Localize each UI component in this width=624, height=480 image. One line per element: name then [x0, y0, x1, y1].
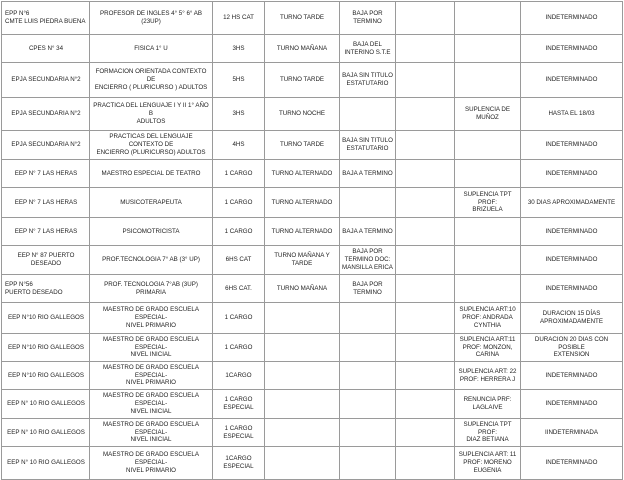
subject-cell: MAESTRO DE GRADO ESCUELA ESPECIAL- NIVEL INICIAL [90, 334, 213, 362]
shift-cell: TURNO NOCHE [265, 98, 340, 131]
reason-cell: BAJA DEL INTERINO S.T.E [340, 35, 396, 63]
hours-cell: 6HS CAT [213, 246, 265, 275]
subject-cell: PROFESOR DE INGLES 4° 5° 6° AB (23UP) [90, 2, 213, 35]
blank-cell [396, 160, 455, 188]
school-cell: EEP N° 7 LAS HERAS [2, 188, 90, 218]
duration-cell: INDETERMINADO [521, 2, 623, 35]
notes-cell [455, 160, 521, 188]
table-row [2, 246, 623, 275]
table-row [2, 218, 623, 246]
duration-cell: 30 DIAS APROXIMADAMENTE [521, 188, 623, 218]
table-row [2, 188, 623, 218]
hours-cell: 1 CARGO ESPECIAL [213, 419, 265, 447]
school-cell: EEP N° 10 RIO GALLEGOS [2, 447, 90, 480]
blank-cell [396, 35, 455, 63]
shift-cell: TURNO MAÑANA Y TARDE [265, 246, 340, 275]
notes-cell [455, 2, 521, 35]
reason-cell [340, 98, 396, 131]
duration-cell: DURACION 20 DIAS CON POSIBLE EXTENSION [521, 334, 623, 362]
blank-cell [396, 334, 455, 362]
reason-cell: BAJA POR TERMINO [340, 2, 396, 35]
table-row [2, 303, 623, 334]
notes-cell: RENUNCIA PRF: LAGLAIVE [455, 390, 521, 419]
notes-cell [455, 246, 521, 275]
subject-cell: MAESTRO DE GRADO ESCUELA ESPECIAL- NIVEL INICIAL [90, 390, 213, 419]
reason-cell: BAJA POR TERMINO DOC: MANSILLA ERICA [340, 246, 396, 275]
table-row [2, 35, 623, 63]
subject-cell: MAESTRO DE GRADO ESCUELA ESPECIAL- NIVEL PRIMARIO [90, 303, 213, 334]
school-cell: EPP N°56 PUERTO DESEADO [2, 275, 90, 303]
notes-cell: SUPLENCIA TPT PROF: DIAZ BETIANA [455, 419, 521, 447]
table-row [2, 160, 623, 188]
hours-cell: 1 CARGO [213, 218, 265, 246]
blank-cell [396, 390, 455, 419]
school-cell: EPJA SECUNDARIA N°2 [2, 131, 90, 160]
subject-cell: PRACTICAS DEL LENGUAJE CONTEXTO DE ENCIERRO (PLURICURSO) ADULTOS [90, 131, 213, 160]
subject-cell: MAESTRO DE GRADO ESCUELA ESPECIAL- NIVEL PRIMARIO [90, 362, 213, 390]
subject-cell: PRACTICA DEL LENGUAJE I Y II 1° AÑO B ADULTOS [90, 98, 213, 131]
blank-cell [396, 188, 455, 218]
reason-cell: BAJA POR TERMINO [340, 275, 396, 303]
table-row [2, 362, 623, 390]
duration-cell: INDETERMINADO [521, 218, 623, 246]
school-cell: EPJA SECUNDARIA N°2 [2, 63, 90, 98]
subject-cell: FISICA 1° U [90, 35, 213, 63]
notes-cell: SUPLENCIA ART:11 PROF: MONZON, CARINA [455, 334, 521, 362]
shift-cell: TURNO MAÑANA [265, 275, 340, 303]
notes-cell [455, 131, 521, 160]
blank-cell [396, 303, 455, 334]
shift-cell [265, 419, 340, 447]
reason-cell: BAJA A TERMINO [340, 160, 396, 188]
blank-cell [396, 63, 455, 98]
school-cell: EPP N°6 CMTE LUIS PIEDRA BUENA [2, 2, 90, 35]
duration-cell: INDETERMINADO [521, 362, 623, 390]
school-cell: EEP N° 10 RIO GALLEGOS [2, 419, 90, 447]
blank-cell [396, 275, 455, 303]
blank-cell [396, 246, 455, 275]
hours-cell: 6HS CAT. [213, 275, 265, 303]
notes-cell: SUPLENCIA ART: 22 PROF: HERRERA J [455, 362, 521, 390]
blank-cell [396, 362, 455, 390]
subject-cell: MAESTRO DE GRADO ESCUELA ESPECIAL- NIVEL PRIMARIO [90, 447, 213, 480]
blank-cell [396, 419, 455, 447]
hours-cell: 1CARGO ESPECIAL [213, 447, 265, 480]
subject-cell: PROF.TECNOLOGIA 7° AB (3° UP) [90, 246, 213, 275]
school-cell: EEP N° 87 PUERTO DESEADO [2, 246, 90, 275]
subject-cell: MUSICOTERAPEUTA [90, 188, 213, 218]
duration-cell: INDETERMINADO [521, 390, 623, 419]
duration-cell: INDETERMINADO [521, 275, 623, 303]
notes-cell [455, 275, 521, 303]
notes-cell: SUPLENCIA DE MUÑOZ [455, 98, 521, 131]
duration-cell: INDETERMINADO [521, 35, 623, 63]
reason-cell [340, 419, 396, 447]
subject-cell: MAESTRO DE GRADO ESCUELA ESPECIAL- NIVEL INICIAL [90, 419, 213, 447]
hours-cell: 1 CARGO [213, 303, 265, 334]
shift-cell: TURNO ALTERNADO [265, 160, 340, 188]
reason-cell [340, 303, 396, 334]
reason-cell [340, 334, 396, 362]
blank-cell [396, 98, 455, 131]
shift-cell [265, 447, 340, 480]
school-cell: EEP N° 7 LAS HERAS [2, 218, 90, 246]
reason-cell: BAJA SIN TITULO ESTATUTARIO [340, 63, 396, 98]
reason-cell [340, 362, 396, 390]
table-row [2, 131, 623, 160]
school-cell: EEP N° 10 RIO GALLEGOS [2, 390, 90, 419]
school-cell: EEP N°10 RIO GALLEGOS [2, 334, 90, 362]
school-cell: CPES N° 34 [2, 35, 90, 63]
shift-cell [265, 334, 340, 362]
hours-cell: 1 CARGO [213, 188, 265, 218]
school-cell: EPJA SECUNDARIA N°2 [2, 98, 90, 131]
table-row [2, 390, 623, 419]
notes-cell [455, 218, 521, 246]
blank-cell [396, 2, 455, 35]
notes-cell: SUPLENCIA ART:10 PROF: ANDRADA CYNTHIA [455, 303, 521, 334]
reason-cell [340, 390, 396, 419]
hours-cell: 3HS [213, 98, 265, 131]
reason-cell: BAJA SIN TITULO ESTATUTARIO [340, 131, 396, 160]
subject-cell: PSICOMOTRICISTA [90, 218, 213, 246]
hours-cell: 3HS [213, 35, 265, 63]
shift-cell: TURNO ALTERNADO [265, 218, 340, 246]
reason-cell: BAJA A TERMINO [340, 218, 396, 246]
school-cell: EEP N°10 RIO GALLEGOS [2, 362, 90, 390]
hours-cell: 12 HS CAT [213, 2, 265, 35]
shift-cell [265, 303, 340, 334]
notes-cell: SUPLENCIA TPT PROF: BRIZUELA [455, 188, 521, 218]
duration-cell: IINDETERMINADA [521, 419, 623, 447]
table-body [2, 2, 623, 480]
blank-cell [396, 131, 455, 160]
shift-cell: TURNO MAÑANA [265, 35, 340, 63]
notes-cell [455, 35, 521, 63]
school-cell: EEP N°10 RIO GALLEGOS [2, 303, 90, 334]
shift-cell: TURNO TARDE [265, 2, 340, 35]
table-row [2, 334, 623, 362]
shift-cell [265, 362, 340, 390]
hours-cell: 1 CARGO ESPECIAL [213, 390, 265, 419]
duration-cell: DURACION 15 DÍAS APROXIMADAMENTE [521, 303, 623, 334]
vacancy-table [1, 1, 623, 480]
duration-cell: INDETERMINADO [521, 63, 623, 98]
duration-cell: INDETERMINADO [521, 447, 623, 480]
hours-cell: 1CARGO [213, 362, 265, 390]
table-row [2, 2, 623, 35]
table-row [2, 275, 623, 303]
shift-cell [265, 390, 340, 419]
blank-cell [396, 447, 455, 480]
reason-cell [340, 447, 396, 480]
duration-cell: INDETERMINADO [521, 131, 623, 160]
reason-cell [340, 188, 396, 218]
notes-cell: SUPLENCIA ART: 11 PROF: MORENO EUGENIA [455, 447, 521, 480]
table-row [2, 98, 623, 131]
subject-cell: FORMACION ORIENTADA CONTEXTO DE ENCIERRO ( PLURICURSO ) ADULTOS [90, 63, 213, 98]
shift-cell: TURNO TARDE [265, 63, 340, 98]
blank-cell [396, 218, 455, 246]
hours-cell: 5HS [213, 63, 265, 98]
school-cell: EEP N° 7 LAS HERAS [2, 160, 90, 188]
duration-cell: HASTA EL 18/03 [521, 98, 623, 131]
subject-cell: PROF. TECNOLOGIA 7°AB (3UP) PRIMARIA [90, 275, 213, 303]
hours-cell: 4HS [213, 131, 265, 160]
subject-cell: MAESTRO ESPECIAL DE TEATRO [90, 160, 213, 188]
duration-cell: INDETERMINADO [521, 160, 623, 188]
shift-cell: TURNO ALTERNADO [265, 188, 340, 218]
table-row [2, 419, 623, 447]
table-row [2, 447, 623, 480]
notes-cell [455, 63, 521, 98]
duration-cell: INDETERMINADO [521, 246, 623, 275]
table-row [2, 63, 623, 98]
hours-cell: 1 CARGO [213, 160, 265, 188]
shift-cell: TURNO TARDE [265, 131, 340, 160]
hours-cell: 1 CARGO [213, 334, 265, 362]
